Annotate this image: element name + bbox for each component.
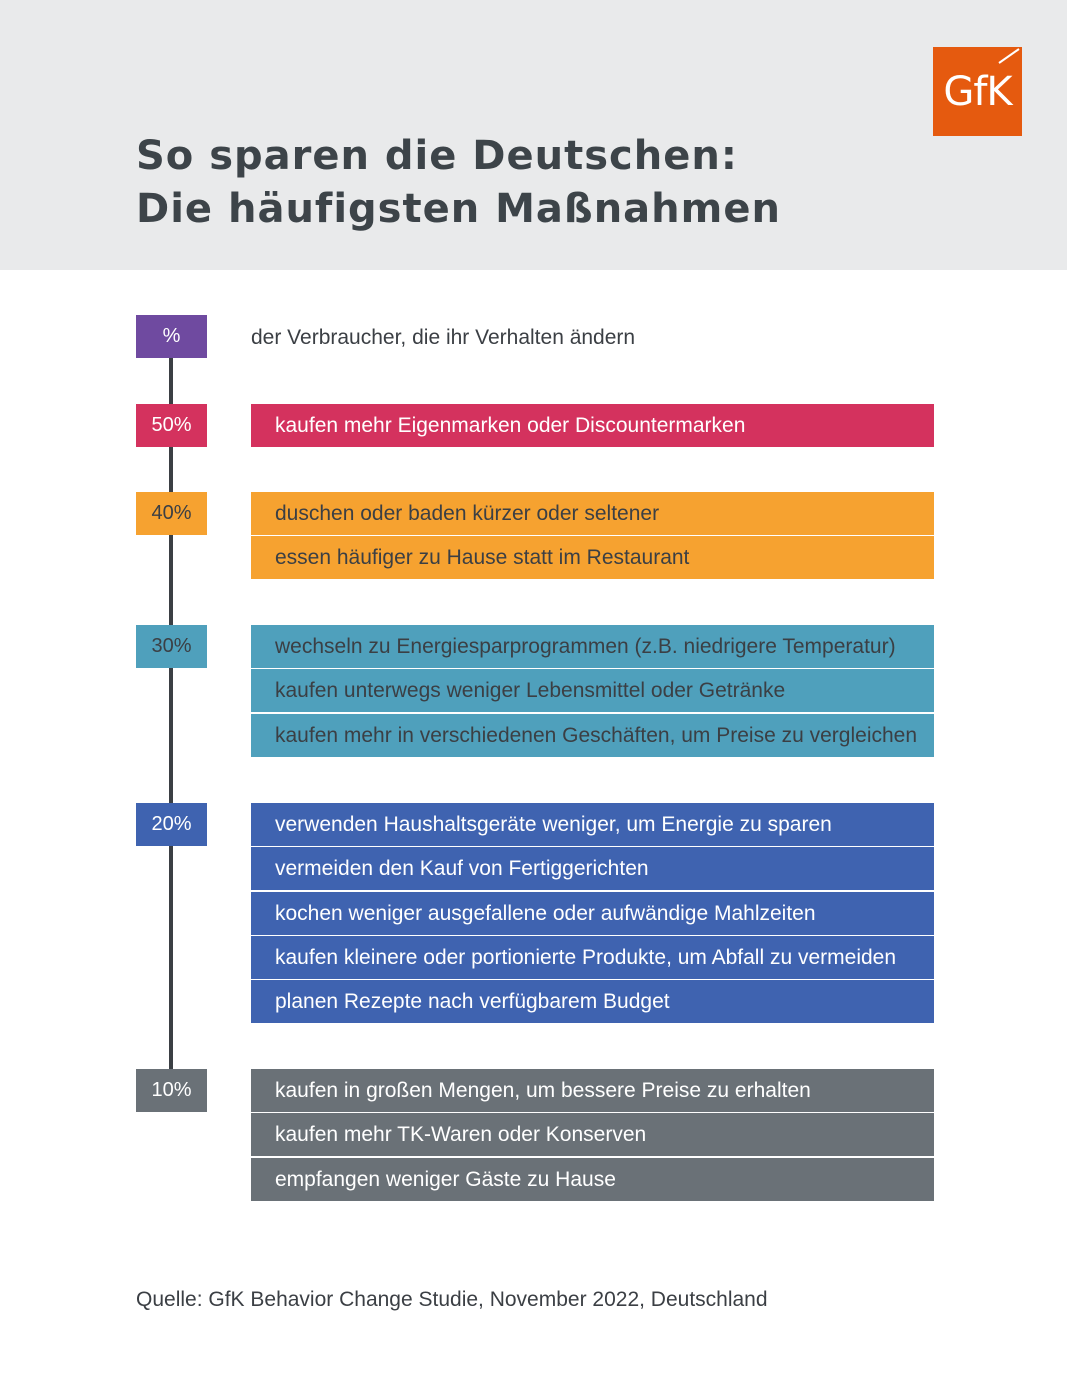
logo-text: GfK [943, 69, 1012, 115]
measure-bar: essen häufiger zu Hause statt im Restaurant [251, 536, 934, 579]
percent-label-20: 20% [136, 803, 207, 846]
measure-bar: vermeiden den Kauf von Fertiggerichten [251, 847, 934, 890]
measure-bar: kaufen in großen Mengen, um bessere Preise zu erhalten [251, 1069, 934, 1112]
timeline-line [169, 336, 173, 1096]
percent-label-10: 10% [136, 1069, 207, 1112]
measure-bar: kaufen mehr TK-Waren oder Konserven [251, 1113, 934, 1156]
measure-bar: empfangen weniger Gäste zu Hause [251, 1158, 934, 1201]
page-title [136, 130, 781, 236]
measure-bar: kaufen mehr in verschiedenen Geschäften, um Preise zu vergleichen [251, 714, 934, 757]
measure-bar: wechseln zu Energiesparprogrammen (z.B. niedrigere Temperatur) [251, 625, 934, 668]
measure-bar: verwenden Haushaltsgeräte weniger, um Energie zu sparen [251, 803, 934, 846]
title-line-1: So sparen die Deutschen: [136, 133, 738, 179]
source-note: Quelle: GfK Behavior Change Studie, November 2022, Deutschland [136, 1288, 768, 1311]
measure-bar: kaufen kleinere oder portionierte Produkte, um Abfall zu vermeiden [251, 936, 934, 979]
percent-label-30: 30% [136, 625, 207, 668]
measure-bar: kochen weniger ausgefallene oder aufwändige Mahlzeiten [251, 892, 934, 935]
legend-percent-marker: % [136, 315, 207, 358]
percent-label-50: 50% [136, 404, 207, 447]
measure-bar: duschen oder baden kürzer oder seltener [251, 492, 934, 535]
gfk-logo [933, 47, 1022, 136]
legend-text: der Verbraucher, die ihr Verhalten ändern [251, 326, 636, 349]
measure-bar: kaufen unterwegs weniger Lebensmittel oder Getränke [251, 669, 934, 712]
title-line-2: Die häufigsten Maßnahmen [136, 186, 781, 232]
measure-bar: planen Rezepte nach verfügbarem Budget [251, 980, 934, 1023]
percent-label-40: 40% [136, 492, 207, 535]
measure-bar: kaufen mehr Eigenmarken oder Discountermarken [251, 404, 934, 447]
